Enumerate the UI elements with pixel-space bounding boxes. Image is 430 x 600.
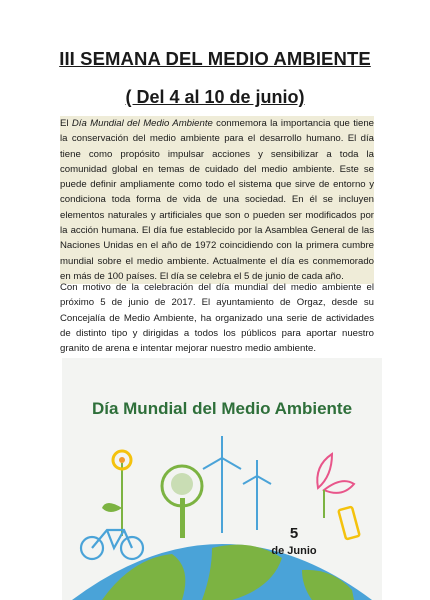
document-subtitle: ( Del 4 al 10 de junio) xyxy=(125,87,305,107)
intro-rest: conmemora la importancia que tiene la conservación del medio ambiente para el desarrollo humano. El día tiene como propósito impulsar acciones y sensibilizar a toda la comunidad global en temas de cuidado del medio ambiente. Este se puede definir ampliamente como todo el sistema que sirve de entorno y condiciona toda forma de vida de una sociedad. En él se incluyen elementos naturales y artificiales que son o pueden ser modificados por la acción humana. El día fue establecido por la Asamblea General de las Naciones Unidas en el año de 1972 coincidiendo con la primera cumbre mundial sobre el medio ambiente. Actualmente el día es conmemorado en más de 100 países. El día se celebra el 5 de junio de cada año. xyxy=(60,118,374,282)
paragraph-event: Con motivo de la celebración del día mundial del medio ambiente el próximo 5 de junio de 2017. El ayuntamiento de Orgaz, desde su Concejalía de Medio Ambiente, ha organizado una serie de actividades de distinto tipo y dirigidas a todos los públicos para aportar nuestro granito de arena e intentar mejorar nuestro medio ambiente. xyxy=(60,282,374,355)
intro-emphasis: Día Mundial del Medio Ambiente xyxy=(71,118,213,129)
document-title: III SEMANA DEL MEDIO AMBIENTE xyxy=(59,48,371,69)
date-text: de Junio xyxy=(271,545,317,557)
paragraph-intro xyxy=(60,116,374,284)
date-number: 5 xyxy=(289,525,299,542)
illustration-heading: Día Mundial del Medio Ambiente xyxy=(91,399,353,418)
environment-day-illustration xyxy=(62,358,382,600)
intro-lead: El xyxy=(60,118,72,129)
